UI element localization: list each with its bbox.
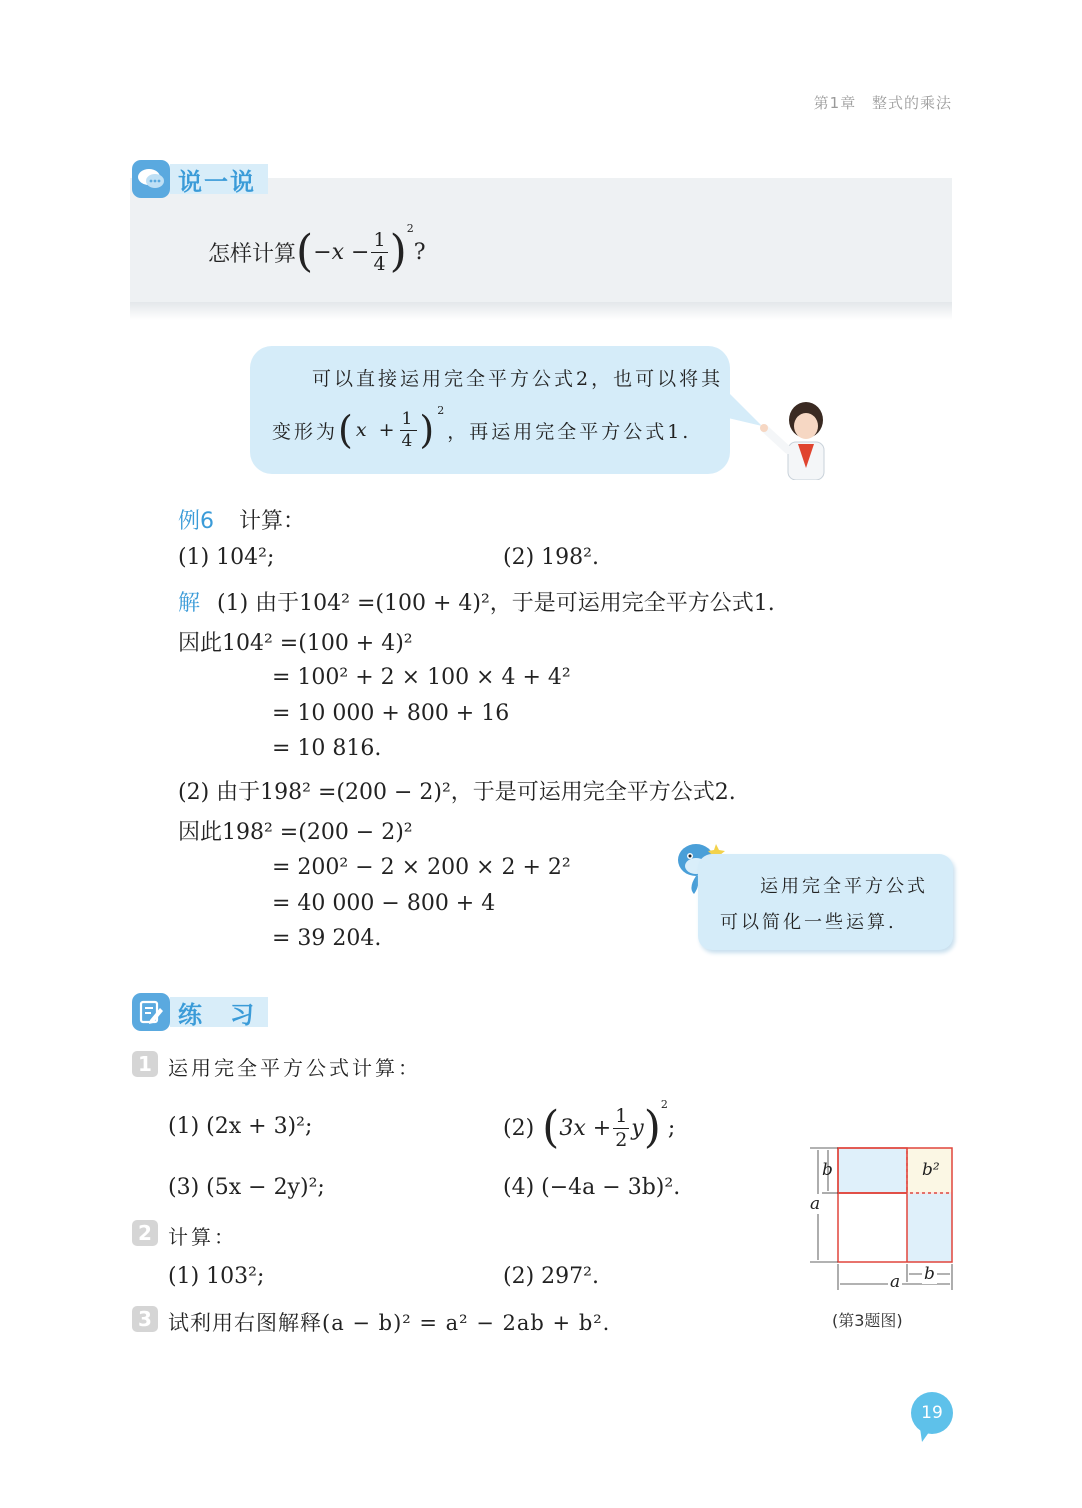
q2-part-1: (1) 103²; (168, 1264, 265, 1289)
page-number-tail-icon (918, 1428, 934, 1444)
chapter-number: 第1章 (813, 94, 857, 112)
left-paren: ( (296, 226, 314, 277)
tip-line-1: 运用完全平方公式 (760, 876, 928, 897)
q1-part2-expr-b: y (631, 1115, 644, 1141)
figure-label-b-vertical: b (822, 1160, 833, 1180)
left-paren: ( (542, 1102, 560, 1153)
q1-part2-exponent: 2 (660, 1098, 668, 1111)
fraction-denominator: 4 (401, 430, 416, 451)
q1-part2-expr-a: 3x + (559, 1115, 612, 1141)
q1-part2-suffix: ; (667, 1115, 676, 1141)
solution-2-line-4: = 39 204. (272, 926, 382, 951)
solution-label: 解 (178, 591, 201, 616)
bubble-exponent: 2 (437, 404, 448, 417)
figure-caption: (第3题图) (832, 1311, 903, 1330)
practice-tag (132, 995, 268, 1029)
figure-label-b-squared: b² (922, 1160, 940, 1180)
question-number-1: 1 (132, 1051, 158, 1077)
figure-label-a-vertical: a (810, 1194, 821, 1214)
discussion-tag (132, 162, 268, 196)
right-paren: ) (419, 408, 438, 452)
q1-part2-prefix: (2) (503, 1115, 535, 1141)
question-exponent: 2 (406, 222, 414, 235)
bubble-line2-prefix: 变形为 (272, 420, 339, 443)
question-2-text: 计算： (168, 1225, 237, 1249)
q1-part-1: (1) (2x + 3)²; (168, 1114, 313, 1139)
bubble-line2-suffix: ，再运用完全平方公式1. (447, 420, 692, 443)
fraction-denominator: 4 (373, 252, 386, 275)
question-number-3: 3 (132, 1306, 158, 1332)
page-number: 19 (911, 1392, 953, 1434)
discussion-box-shadow (130, 302, 952, 320)
tip-bubble (698, 854, 953, 950)
example-prompt: 计算： (239, 509, 306, 534)
solution-1-line-3: = 10 000 + 800 + 16 (272, 701, 510, 726)
chapter-title: 整式的乘法 (871, 94, 952, 112)
left-paren: ( (338, 408, 356, 452)
solution-2-intro: (2) 由于198² =(200 − 2)²，于是可运用完全平方公式2. (178, 780, 736, 805)
fraction-numerator: 1 (401, 408, 416, 429)
practice-label: 练 习 (170, 997, 268, 1027)
discussion-question (208, 222, 426, 282)
q1-part-2 (503, 1098, 675, 1158)
fraction-numerator: 1 (615, 1104, 628, 1127)
solution-1-line-2: = 100² + 2 × 100 × 4 + 4² (272, 665, 571, 690)
question-3-text: 试利用右图解释(a − b)² = a² − 2ab + b². (168, 1311, 611, 1335)
q1-part2-fraction (613, 1104, 629, 1151)
solution-1-line-1: 因此104² =(100 + 4)² (178, 631, 413, 656)
q1-part-4: (4) (−4a − 3b)². (503, 1175, 681, 1200)
solution-1-text: (1) 由于104² =(100 + 4)²，于是可运用完全平方公式1. (217, 591, 775, 616)
bubble-expr: x + (355, 419, 398, 441)
question-number-2: 2 (132, 1220, 158, 1246)
question-expr: −x − (313, 239, 370, 265)
tip-line-2: 可以简化一些运算. (720, 912, 897, 933)
fraction-denominator: 2 (615, 1128, 628, 1151)
question-fraction (371, 228, 387, 275)
figure-label-b-horizontal: b (924, 1264, 935, 1284)
figure-label-a-horizontal: a (890, 1272, 901, 1292)
solution-2-line-3: = 40 000 − 800 + 4 (272, 891, 496, 916)
solution-2-line-2: = 200² − 2 × 200 × 2 + 2² (272, 855, 571, 880)
speech-bubble-icon (132, 160, 170, 198)
question-suffix: ? (413, 239, 426, 265)
q2-part-2: (2) 297². (503, 1264, 599, 1289)
right-paren: ) (389, 226, 407, 277)
question-prefix: 怎样计算 (208, 241, 297, 267)
example-label: 例6 (178, 509, 214, 534)
solution-1-intro (178, 586, 775, 617)
example-problem-1: (1) 104²; (178, 545, 275, 570)
student-girl-illustration (758, 398, 838, 480)
bubble-line-1: 可以直接运用完全平方公式2，也可以将其 (312, 368, 724, 390)
notebook-pencil-icon (132, 993, 170, 1031)
discussion-label: 说一说 (170, 164, 268, 194)
solution-2-line-1: 因此198² =(200 − 2)² (178, 820, 413, 845)
example-heading (178, 504, 305, 535)
bubble-line-2 (272, 404, 691, 456)
solution-1-line-4: = 10 816. (272, 736, 382, 761)
chapter-header (814, 92, 952, 113)
q1-part-3: (3) (5x − 2y)²; (168, 1175, 325, 1200)
bubble-fraction (400, 408, 418, 451)
example-problem-2: (2) 198². (503, 545, 599, 570)
right-paren: ) (643, 1102, 661, 1153)
fraction-numerator: 1 (373, 228, 386, 251)
question-1-text: 运用完全平方公式计算： (168, 1056, 421, 1080)
